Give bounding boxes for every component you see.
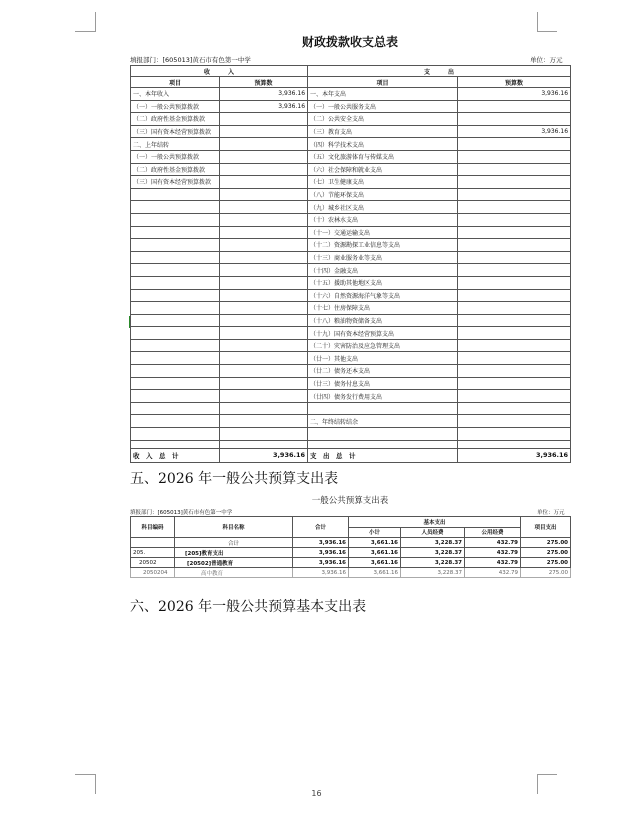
spacer-cell (220, 440, 308, 448)
crop-mark-tr-v (537, 12, 538, 32)
expense-value-cell (458, 352, 571, 365)
income-value-cell (220, 415, 308, 428)
expense-item-cell: （六）社会保障和就业支出 (308, 163, 458, 176)
project-cell: 275.00 (521, 558, 571, 568)
income-item-cell: 一、本年收入 (131, 88, 220, 101)
income-item-cell (131, 327, 220, 340)
income-header: 收 入 (131, 66, 308, 77)
income-item-cell: （三）国有资本经营预算拨款 (131, 176, 220, 189)
expense-item-cell: （十三）商业服务业等支出 (308, 251, 458, 264)
income-value-cell (220, 402, 308, 415)
public-header: 公用经费 (465, 527, 521, 538)
income-item-cell: （二）政府性基金预算拨款 (131, 113, 220, 126)
expense-item-cell: （十四）金融支出 (308, 264, 458, 277)
project-header: 项目支出 (521, 517, 571, 538)
personnel-cell: 3,228.37 (401, 558, 465, 568)
crop-mark-tl-v (95, 12, 96, 32)
table1-title: 财政拨款收支总表 (301, 35, 398, 49)
table-row (131, 302, 571, 315)
table-row (131, 377, 571, 390)
expense-item-cell: （廿三）债务付息支出 (308, 377, 458, 390)
table-row (131, 428, 571, 441)
income-budget-header: 预算数 (220, 77, 308, 88)
income-value-cell: 3,936.16 (220, 88, 308, 101)
spacer-cell (308, 440, 458, 448)
income-value-cell (220, 365, 308, 378)
crop-mark-bl-h (75, 774, 95, 775)
code-cell: 205. (131, 548, 175, 558)
expense-budget-header: 预算数 (458, 77, 571, 88)
income-item-cell (131, 239, 220, 252)
general-budget-expense-table (130, 516, 571, 578)
income-item-cell (131, 264, 220, 277)
public-cell: 432.79 (465, 548, 521, 558)
income-item-cell: （一）一般公共预算拨款 (131, 150, 220, 163)
expense-value-cell (458, 213, 571, 226)
table2-filler: 填报部门：[605013]黄石市有色第一中学 (130, 510, 233, 516)
expense-item-cell: （二）公共安全支出 (308, 113, 458, 126)
table-row (131, 100, 571, 113)
project-cell: 275.00 (521, 568, 571, 578)
income-item-cell: （三）国有资本经营预算拨款 (131, 125, 220, 138)
table1-filler: 填报部门：[605013]黄石市有色第一中学 (130, 56, 251, 64)
expense-item-cell: （十八）粮油物资储备支出 (308, 314, 458, 327)
income-value-cell (220, 302, 308, 315)
expense-value-cell (458, 390, 571, 403)
income-item-cell (131, 352, 220, 365)
expense-value-cell (458, 428, 571, 441)
table-row (131, 113, 571, 126)
income-item-cell (131, 289, 220, 302)
income-value-cell (220, 339, 308, 352)
table2-unit: 单位：万元 (537, 510, 565, 516)
table-row (131, 239, 571, 252)
table-row (131, 538, 571, 548)
table-row (131, 138, 571, 151)
total-cell: 3,936.16 (293, 568, 349, 578)
personnel-cell: 3,228.37 (401, 538, 465, 548)
public-cell: 432.79 (465, 538, 521, 548)
table-row (131, 176, 571, 189)
table-row (131, 365, 571, 378)
income-item-cell (131, 226, 220, 239)
fiscal-summary-table (130, 65, 571, 463)
public-cell: 432.79 (465, 568, 521, 578)
income-value-cell (220, 352, 308, 365)
expense-item-cell: （十一）交通运输支出 (308, 226, 458, 239)
table-row (131, 188, 571, 201)
expense-item-cell: （一）一般公共服务支出 (308, 100, 458, 113)
income-value-cell: 3,936.16 (220, 100, 308, 113)
table-row (131, 548, 571, 558)
expense-value-cell (458, 289, 571, 302)
expense-value-cell (458, 276, 571, 289)
income-item-cell (131, 201, 220, 214)
section6-heading: 六、2026 年一般公共预算基本支出表 (130, 599, 367, 615)
table-row (131, 390, 571, 403)
table-row (131, 402, 571, 415)
table-row (131, 251, 571, 264)
expense-value-cell: 3,936.16 (458, 125, 571, 138)
income-item-cell (131, 402, 220, 415)
expense-item-cell (308, 402, 458, 415)
income-item-cell: （二）政府性基金预算拨款 (131, 163, 220, 176)
income-value-cell (220, 239, 308, 252)
total-cell: 3,936.16 (293, 548, 349, 558)
total-expense-value: 3,936.16 (458, 448, 571, 462)
expense-value-cell (458, 339, 571, 352)
expense-value-cell (458, 188, 571, 201)
expense-item-cell: 二、年终结转结余 (308, 415, 458, 428)
income-value-cell (220, 201, 308, 214)
name-cell: [205]教育支出 (175, 548, 293, 558)
table-row (131, 201, 571, 214)
code-cell (131, 538, 175, 548)
income-value-cell (220, 377, 308, 390)
crop-mark-tr-h (537, 31, 557, 32)
expense-item-cell: （三）教育支出 (308, 125, 458, 138)
income-value-cell (220, 327, 308, 340)
income-value-cell (220, 176, 308, 189)
expense-value-cell (458, 201, 571, 214)
income-value-cell (220, 314, 308, 327)
expense-value-cell (458, 100, 571, 113)
section5-heading: 五、2026 年一般公共预算支出表 (130, 471, 339, 487)
expense-value-cell (458, 138, 571, 151)
crop-mark-tl-h (75, 31, 95, 32)
name-header: 科目名称 (175, 517, 293, 538)
income-item-cell (131, 302, 220, 315)
subtotal-cell: 3,661.16 (349, 558, 401, 568)
income-value-cell (220, 251, 308, 264)
expense-item-cell: （二十）灾害防治及应急管理支出 (308, 339, 458, 352)
subtotal-cell: 3,661.16 (349, 538, 401, 548)
table-row (131, 213, 571, 226)
income-value-cell (220, 213, 308, 226)
subtotal-header: 小计 (349, 527, 401, 538)
income-value-cell (220, 226, 308, 239)
table-row (131, 568, 571, 578)
table-row (131, 289, 571, 302)
income-item-cell (131, 365, 220, 378)
code-cell: 2050204 (131, 568, 175, 578)
expense-value-cell (458, 264, 571, 277)
personnel-cell: 3,228.37 (401, 548, 465, 558)
expense-item-cell: （十九）国有资本经营预算支出 (308, 327, 458, 340)
expense-item-header: 项目 (308, 77, 458, 88)
income-value-cell (220, 138, 308, 151)
income-value-cell (220, 428, 308, 441)
income-item-cell (131, 390, 220, 403)
expense-value-cell (458, 302, 571, 315)
income-item-cell (131, 428, 220, 441)
expense-value-cell (458, 226, 571, 239)
income-item-header: 项目 (131, 77, 220, 88)
expense-item-cell: （十六）自然资源海洋气象等支出 (308, 289, 458, 302)
code-header: 科目编码 (131, 517, 175, 538)
income-item-cell (131, 188, 220, 201)
page-number: 16 (311, 789, 322, 798)
expense-item-cell: （廿二）债务还本支出 (308, 365, 458, 378)
expense-item-cell: （廿一）其他支出 (308, 352, 458, 365)
table-row (131, 276, 571, 289)
expense-item-cell: （十二）资源勘探工业信息等支出 (308, 239, 458, 252)
expense-value-cell (458, 150, 571, 163)
name-cell: 合计 (175, 538, 293, 548)
expense-item-cell: （十五）援助其他地区支出 (308, 276, 458, 289)
expense-value-cell (458, 314, 571, 327)
income-value-cell (220, 289, 308, 302)
expense-item-cell: （五）文化旅游体育与传媒支出 (308, 150, 458, 163)
expense-value-cell (458, 402, 571, 415)
total-income-label: 收 入 总 计 (131, 448, 220, 462)
total-cell: 3,936.16 (293, 558, 349, 568)
project-cell: 275.00 (521, 538, 571, 548)
total-header: 合计 (293, 517, 349, 538)
income-item-cell: （一）一般公共预算拨款 (131, 100, 220, 113)
expense-value-cell (458, 377, 571, 390)
income-value-cell (220, 390, 308, 403)
table-row (131, 163, 571, 176)
table-row (131, 339, 571, 352)
spacer-cell (458, 440, 571, 448)
expense-item-cell: （八）节能环保支出 (308, 188, 458, 201)
expense-item-cell: （廿四）债务发行费用支出 (308, 390, 458, 403)
expense-value-cell (458, 239, 571, 252)
table-row (131, 327, 571, 340)
expense-value-cell: 3,936.16 (458, 88, 571, 101)
table-row (131, 352, 571, 365)
income-item-cell: 二、上年结转 (131, 138, 220, 151)
project-cell: 275.00 (521, 548, 571, 558)
income-value-cell (220, 150, 308, 163)
cell-cursor (129, 316, 130, 328)
income-item-cell (131, 314, 220, 327)
total-expense-label: 支 出 总 计 (308, 448, 458, 462)
table-row (131, 558, 571, 568)
income-item-cell (131, 213, 220, 226)
expense-value-cell (458, 415, 571, 428)
subtotal-cell: 3,661.16 (349, 548, 401, 558)
table-row (131, 226, 571, 239)
name-cell: 高中教育 (175, 568, 293, 578)
expense-value-cell (458, 163, 571, 176)
expense-header: 支 出 (308, 66, 571, 77)
income-item-cell (131, 415, 220, 428)
table-row (131, 314, 571, 327)
table-row (131, 88, 571, 101)
income-value-cell (220, 163, 308, 176)
expense-value-cell (458, 365, 571, 378)
income-item-cell (131, 251, 220, 264)
expense-item-cell: （十七）住房保障支出 (308, 302, 458, 315)
income-item-cell (131, 276, 220, 289)
code-cell: 20502 (131, 558, 175, 568)
income-item-cell (131, 377, 220, 390)
expense-item-cell: （九）城乡社区支出 (308, 201, 458, 214)
expense-item-cell: （四）科学技术支出 (308, 138, 458, 151)
expense-item-cell (308, 428, 458, 441)
table2-title: 一般公共预算支出表 (311, 496, 389, 506)
expense-item-cell: （十）农林水支出 (308, 213, 458, 226)
basic-header: 基本支出 (349, 517, 521, 528)
income-item-cell (131, 339, 220, 352)
spacer-cell (131, 440, 220, 448)
personnel-header: 人员经费 (401, 527, 465, 538)
crop-mark-br-h (537, 774, 557, 775)
total-cell: 3,936.16 (293, 538, 349, 548)
expense-value-cell (458, 327, 571, 340)
public-cell: 432.79 (465, 558, 521, 568)
subtotal-cell: 3,661.16 (349, 568, 401, 578)
table-row (131, 264, 571, 277)
expense-item-cell: （七）卫生健康支出 (308, 176, 458, 189)
table-row (131, 125, 571, 138)
expense-value-cell (458, 176, 571, 189)
income-value-cell (220, 125, 308, 138)
income-value-cell (220, 276, 308, 289)
income-value-cell (220, 264, 308, 277)
expense-item-cell: 一、本年支出 (308, 88, 458, 101)
table1-unit: 单位：万元 (530, 56, 563, 64)
expense-value-cell (458, 251, 571, 264)
table-row (131, 150, 571, 163)
personnel-cell: 3,228.37 (401, 568, 465, 578)
expense-value-cell (458, 113, 571, 126)
income-value-cell (220, 188, 308, 201)
total-income-value: 3,936.16 (220, 448, 308, 462)
table-row (131, 415, 571, 428)
income-value-cell (220, 113, 308, 126)
name-cell: [20502]普通教育 (175, 558, 293, 568)
